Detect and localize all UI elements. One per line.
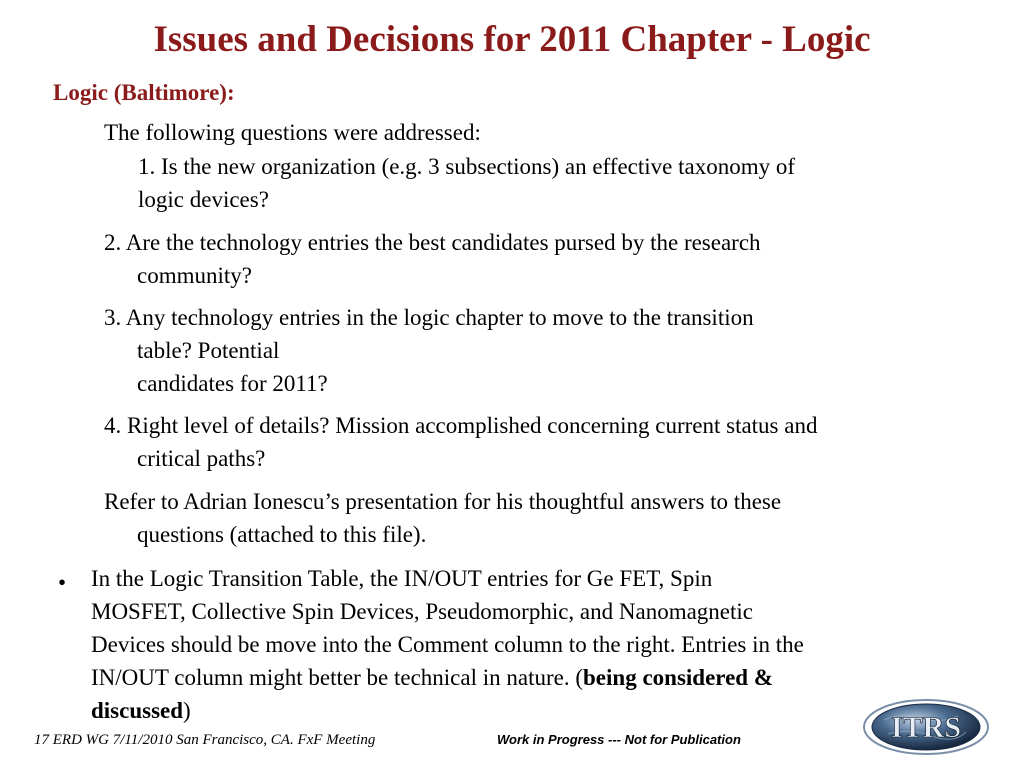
question-4-line-1: 4. Right level of details? Mission accomplished concerning current status and bbox=[104, 413, 818, 438]
question-2 bbox=[104, 226, 761, 292]
refer-text bbox=[104, 485, 781, 551]
bullet-text bbox=[91, 562, 804, 727]
question-3-line-2: table? Potential bbox=[137, 338, 280, 363]
section-heading: Logic (Baltimore): bbox=[53, 80, 235, 105]
question-4 bbox=[104, 409, 817, 475]
slide-title: Issues and Decisions for 2011 Chapter - Logic bbox=[153, 19, 871, 60]
logo-text: ITRS bbox=[890, 711, 962, 744]
bullet-line-3: Devices should be move into the Comment column to the right. Entries in the bbox=[91, 632, 804, 657]
refer-line-1: Refer to Adrian Ionescu’s presentation for his thoughtful answers to these bbox=[104, 489, 782, 514]
bullet-line-4-text: IN/OUT column might better be technical in nature. ( bbox=[91, 665, 584, 690]
question-3-line-3: candidates for 2011? bbox=[137, 371, 328, 396]
bullet-line-1: In the Logic Transition Table, the IN/OUT entries for Ge FET, Spin bbox=[91, 566, 713, 591]
itrs-logo bbox=[862, 698, 990, 756]
closing-paren: ) bbox=[183, 698, 191, 723]
bullet-line-2: MOSFET, Collective Spin Devices, Pseudomorphic, and Nanomagnetic bbox=[91, 599, 753, 624]
question-1-line-1: 1. Is the new organization (e.g. 3 subsections) an effective taxonomy of bbox=[138, 154, 796, 179]
bullet-line-4 bbox=[91, 661, 804, 694]
bold-status-1: being considered & bbox=[583, 665, 773, 690]
intro-line: The following questions were addressed: bbox=[104, 120, 481, 145]
bullet-line-5 bbox=[91, 694, 804, 727]
question-2-line-2: community? bbox=[137, 263, 252, 288]
footer-disclaimer: Work in Progress --- Not for Publication bbox=[497, 732, 741, 747]
question-3-line-1: 3. Any technology entries in the logic chapter to move to the transition bbox=[104, 305, 754, 330]
question-1 bbox=[138, 150, 795, 216]
footer-meeting-info: 17 ERD WG 7/11/2010 San Francisco, CA. FxF Meeting bbox=[34, 732, 376, 748]
bold-status-2: discussed bbox=[91, 698, 184, 723]
question-4-line-2: critical paths? bbox=[137, 446, 266, 471]
refer-line-2: questions (attached to this file). bbox=[137, 522, 427, 547]
question-3 bbox=[104, 301, 754, 400]
question-2-line-1: 2. Are the technology entries the best candidates pursed by the research bbox=[104, 230, 761, 255]
bullet-marker: • bbox=[58, 570, 67, 595]
intro-text bbox=[104, 116, 481, 149]
question-1-line-2: logic devices? bbox=[138, 187, 269, 212]
